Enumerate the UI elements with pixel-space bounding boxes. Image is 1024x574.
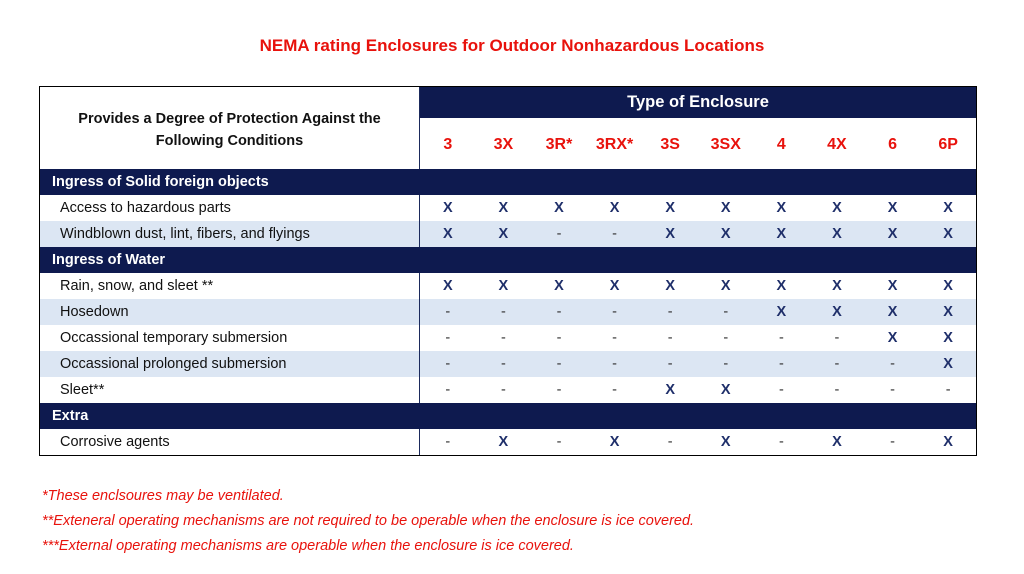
table-cell: - xyxy=(445,304,451,320)
table-cell: X xyxy=(609,434,620,450)
table-cell: X xyxy=(498,226,509,242)
table-cell: X xyxy=(442,278,453,294)
type-of-enclosure-header: Type of Enclosure xyxy=(420,87,976,118)
table-cell: - xyxy=(612,304,617,320)
table-cell: X xyxy=(943,434,953,450)
table-cell: - xyxy=(667,330,673,346)
footnote: **Exteneral operating mechanisms are not required to be operable when the enclosure is ice covered. xyxy=(42,513,695,529)
table-cell: X xyxy=(943,200,953,216)
table-cell: X xyxy=(776,304,787,320)
enclosure-code: 6P xyxy=(938,135,958,153)
enclosure-code: 3RX* xyxy=(595,135,634,153)
table-cell: X xyxy=(442,200,453,216)
condition-label: Occassional prolonged submersion xyxy=(40,351,420,377)
table-row xyxy=(40,299,976,325)
table-cell: - xyxy=(834,356,840,372)
table-cell: - xyxy=(723,330,729,346)
section-header: Ingress of Solid foreign objects xyxy=(40,169,976,195)
table-cell: - xyxy=(445,330,451,346)
table-cell: - xyxy=(890,434,895,450)
table-row xyxy=(40,325,976,351)
table-row xyxy=(40,195,976,221)
table-body xyxy=(40,169,976,455)
enclosure-code: 3 xyxy=(443,135,453,153)
condition-label: Occassional temporary submersion xyxy=(40,325,420,351)
table-cell: X xyxy=(609,200,620,216)
table-cell: X xyxy=(720,434,731,450)
condition-label: Sleet** xyxy=(40,377,420,403)
table-cell: X xyxy=(887,278,898,294)
table-cell: - xyxy=(500,356,506,372)
footnotes xyxy=(42,484,694,559)
enclosure-code: 4X xyxy=(827,135,847,153)
table-row xyxy=(40,377,976,403)
table-cell: X xyxy=(720,200,731,216)
table-cell: - xyxy=(556,330,562,346)
table-cell: X xyxy=(720,226,731,242)
table-cell: - xyxy=(500,382,506,398)
table-cell: - xyxy=(778,382,784,398)
table-cell: X xyxy=(498,278,509,294)
table-row xyxy=(40,273,976,299)
table-cell: - xyxy=(890,356,895,372)
section-header: Extra xyxy=(40,403,976,429)
table-cell: - xyxy=(723,356,729,372)
condition-label: Windblown dust, lint, fibers, and flyings xyxy=(40,221,420,247)
table-cell: - xyxy=(556,434,562,450)
table-cell: - xyxy=(834,382,840,398)
table-cell: - xyxy=(556,356,562,372)
enclosure-code: 6 xyxy=(888,135,897,153)
table-cell: X xyxy=(776,278,787,294)
table-cell: X xyxy=(498,434,509,450)
table-cell: X xyxy=(609,278,620,294)
condition-label: Hosedown xyxy=(40,299,420,325)
table-cell: X xyxy=(554,278,564,294)
table-cell: X xyxy=(943,356,953,372)
condition-label: Rain, snow, and sleet ** xyxy=(40,273,420,299)
table-cell: X xyxy=(887,200,898,216)
table-cell: - xyxy=(612,330,617,346)
table-cell: - xyxy=(556,226,562,242)
table-cell: X xyxy=(776,200,787,216)
table-cell: X xyxy=(832,226,842,242)
table-cell: X xyxy=(665,200,675,216)
table-cell: - xyxy=(667,434,673,450)
table-cell: X xyxy=(943,304,953,320)
table-cell: - xyxy=(445,434,451,450)
enclosure-code: 3SX xyxy=(710,135,741,153)
table-cell: X xyxy=(887,330,898,346)
table-cell: X xyxy=(442,226,453,242)
enclosure-code: 4 xyxy=(776,135,786,153)
table-cell: - xyxy=(500,304,506,320)
table-cell: - xyxy=(778,330,784,346)
table-cell: X xyxy=(832,304,842,320)
condition-label: Corrosive agents xyxy=(40,429,420,455)
enclosure-code: 3R* xyxy=(545,135,573,153)
conditions-header: Provides a Degree of Protection Against the Following Conditions xyxy=(40,87,420,169)
table-cell: X xyxy=(498,200,509,216)
enclosure-code: 3X xyxy=(493,135,514,153)
nema-table xyxy=(39,86,977,456)
table-cell: - xyxy=(445,356,451,372)
table-cell: X xyxy=(720,382,731,398)
table-cell: - xyxy=(612,226,617,242)
table-cell: X xyxy=(832,200,842,216)
footnote: *These enclsoures may be ventilated. xyxy=(42,488,284,504)
table-cell: X xyxy=(665,382,675,398)
table-cell: X xyxy=(832,434,842,450)
table-cell: X xyxy=(665,278,675,294)
table-cell: - xyxy=(778,356,784,372)
table-cell: - xyxy=(723,304,729,320)
table-cell: - xyxy=(556,304,562,320)
table-cell: X xyxy=(832,278,842,294)
table-cell: - xyxy=(445,382,451,398)
table-row xyxy=(40,351,976,377)
table-cell: - xyxy=(556,382,562,398)
table-cell: X xyxy=(887,226,898,242)
table-header xyxy=(40,87,976,169)
enclosure-code: 3S xyxy=(660,135,680,153)
table-cell: X xyxy=(665,226,675,242)
enclosure-codes xyxy=(420,118,976,169)
table-cell: X xyxy=(943,278,953,294)
condition-label: Access to hazardous parts xyxy=(40,195,420,221)
table-row xyxy=(40,221,976,247)
table-cell: - xyxy=(945,382,951,398)
table-cell: - xyxy=(890,382,895,398)
table-cell: X xyxy=(943,226,953,242)
table-cell: X xyxy=(887,304,898,320)
section-header: Ingress of Water xyxy=(40,247,976,273)
table-cell: X xyxy=(720,278,731,294)
table-cell: X xyxy=(776,226,787,242)
table-cell: - xyxy=(667,304,673,320)
page-title: NEMA rating Enclosures for Outdoor Nonhazardous Locations xyxy=(259,36,765,55)
table-cell: - xyxy=(612,382,617,398)
table-cell: X xyxy=(554,200,564,216)
table-cell: - xyxy=(612,356,617,372)
table-cell: - xyxy=(834,330,840,346)
table-cell: X xyxy=(943,330,953,346)
table-cell: - xyxy=(500,330,506,346)
footnote: ***External operating mechanisms are operable when the enclosure is ice covered. xyxy=(42,538,574,554)
table-cell: - xyxy=(778,434,784,450)
table-row xyxy=(40,429,976,455)
table-cell: - xyxy=(667,356,673,372)
